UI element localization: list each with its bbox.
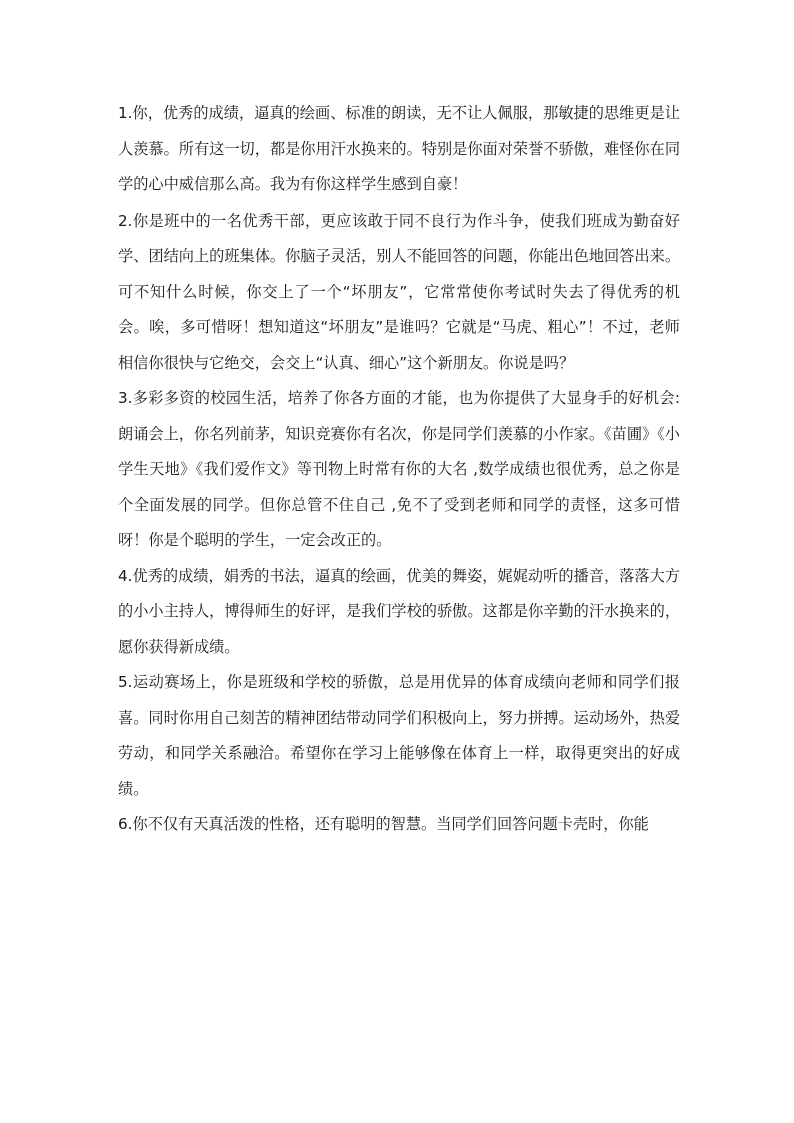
- paragraph-3: 3.多彩多资的校园生活，培养了你各方面的才能，也为你提供了大显身手的好机会:朗诵会上，你名列前茅，知识竞赛你有名次，你是同学们羡慕的小作家。《苗圃》《小学生天地》《我们爱作文》等刊物上时常有你的大名 ,数学成绩也很优秀，总之你是个全面发展的同学。但你总管不住自己 ,免不了受到老师和同学的责怪，这多可惜呀！你是个聪明的学生，一定会改正的。: [118, 389, 680, 549]
- paragraph-4: 4.优秀的成绩，娟秀的书法，逼真的绘画，优美的舞姿，娓娓动听的播音，落落大方的小小主持人，博得师生的好评，是我们学校的骄傲。这都是你辛勤的汗水换来的，愿你获得新成绩。: [118, 566, 680, 656]
- document-body: [118, 96, 680, 843]
- paragraph-5: 5.运动赛场上，你是班级和学校的骄傲，总是用优异的体育成绩向老师和同学们报喜。同时你用自己刻苦的精神团结带动同学们积极向上，努力拼搏。运动场外，热爱劳动，和同学关系融洽。希望你在学习上能够像在体育上一样，取得更突出的好成绩。: [118, 673, 680, 798]
- paragraph-2: 2.你是班中的一名优秀干部，更应该敢于同不良行为作斗争，使我们班成为勤奋好学、团结向上的班集体。你脑子灵活，别人不能回答的问题，你能出色地回答出来。可不知什么时候，你交上了一个“坏朋友”，它常常使你考试时失去了得优秀的机会。唉，多可惜呀！想知道这“坏朋友”是谁吗？它就是“马虎、粗心”！不过，老师相信你很快与它绝交，会交上“认真、细心”这个新朋友。你说是吗？: [118, 211, 680, 372]
- paragraph-6: 6.你不仅有天真活泼的性格，还有聪明的智慧。当同学们回答问题卡壳时，你能: [118, 815, 649, 833]
- paragraph-1: 1.你，优秀的成绩，逼真的绘画、标准的朗读，无不让人佩服，那敏捷的思维更是让人羡慕。所有这一切，都是你用汗水换来的。特别是你面对荣誉不骄傲，难怪你在同学的心中威信那么高。我为有你这样学生感到自豪！: [118, 104, 680, 193]
